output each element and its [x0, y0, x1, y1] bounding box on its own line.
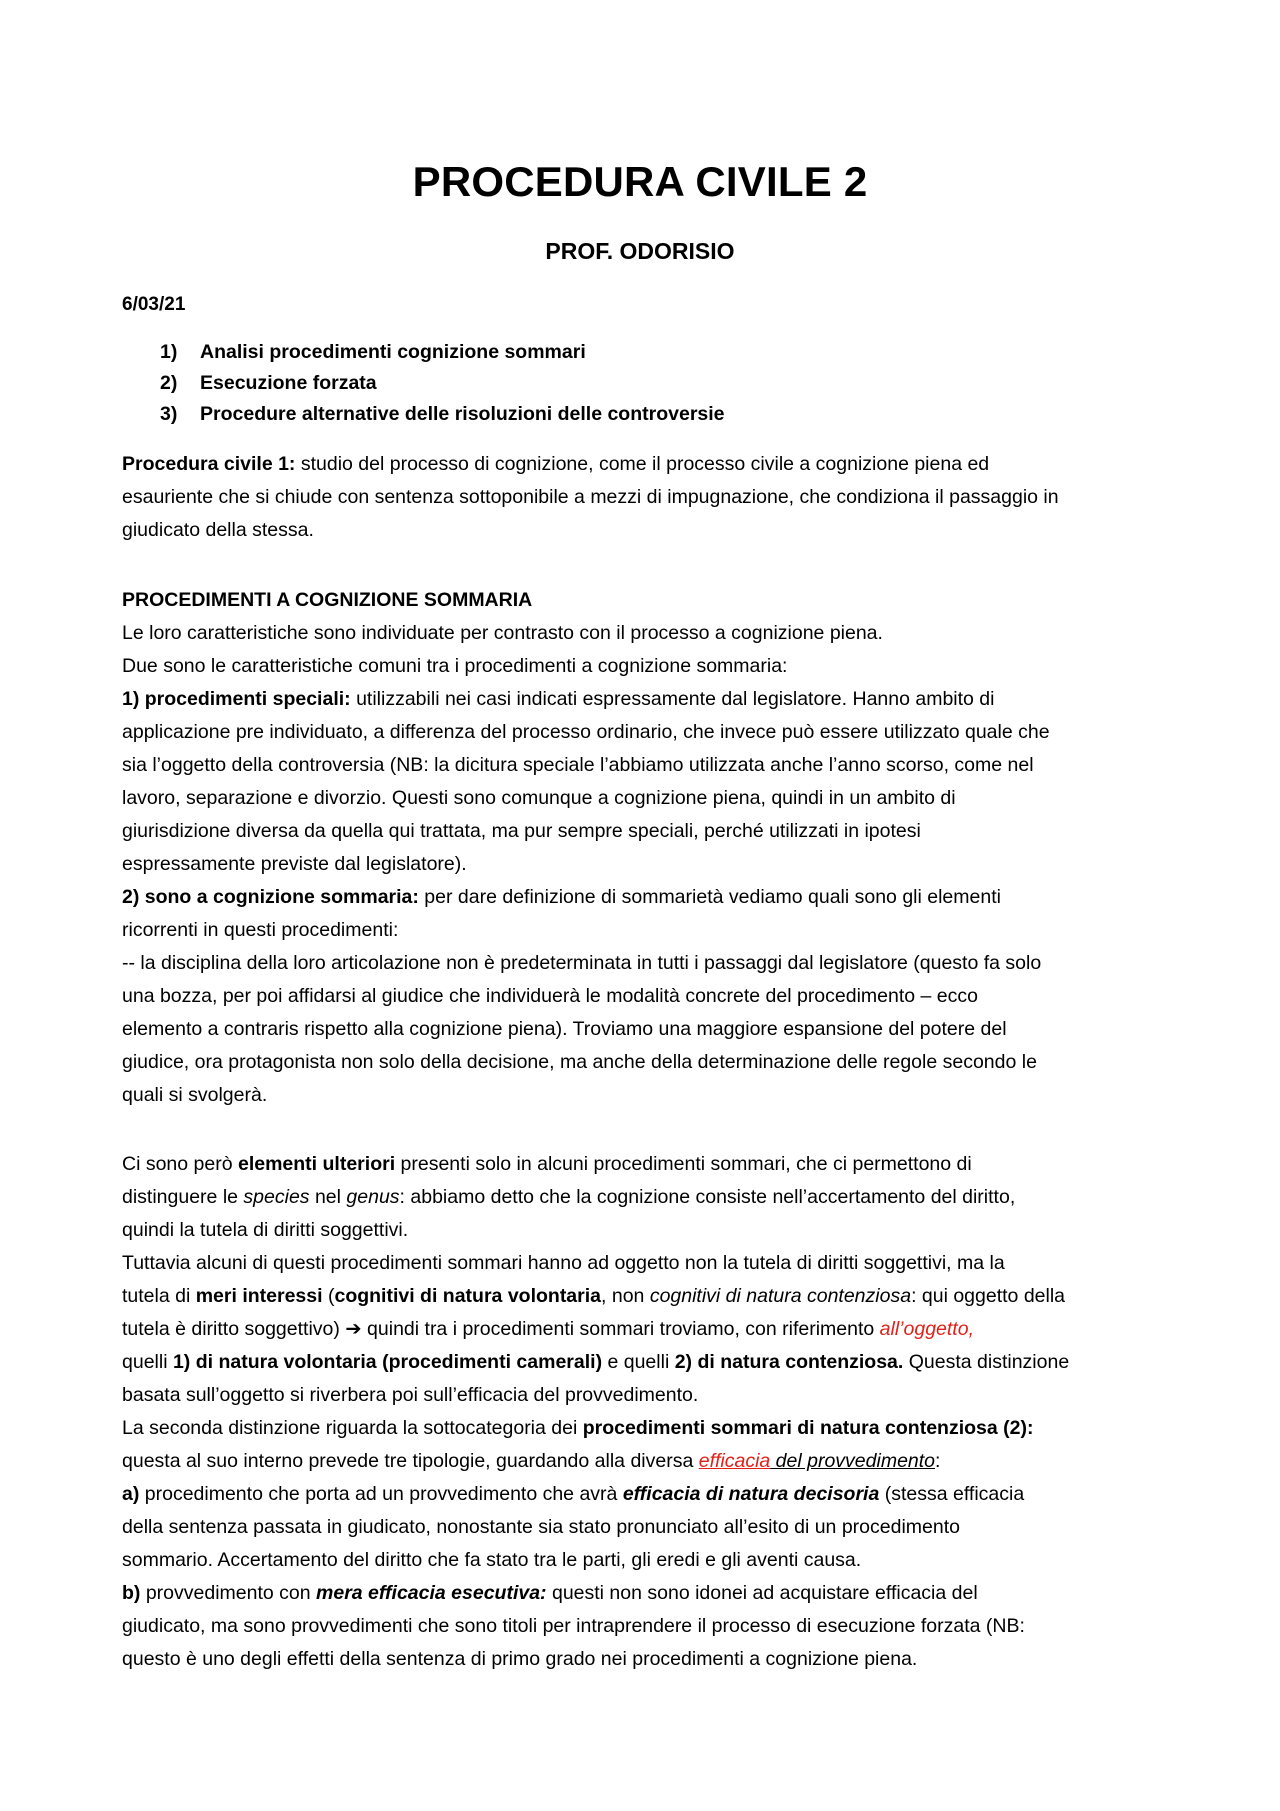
- text-run: quelli: [122, 1351, 173, 1373]
- red-underlined-run: efficacia: [698, 1450, 771, 1472]
- text-run: presenti solo in alcuni procedimenti sommari, che ci permettono di: [395, 1153, 972, 1175]
- text-run: , non: [601, 1285, 650, 1307]
- point-label: a): [122, 1483, 140, 1505]
- text-line: Le loro caratteristiche sono individuate per contrasto con il processo a cognizione piena.: [122, 622, 883, 644]
- bold-run: meri interessi: [195, 1285, 323, 1307]
- text-line: giudice, ora protagonista non solo della decisione, ma anche della determinazione delle regole secondo le: [122, 1051, 1037, 1073]
- text-line: basata sull’oggetto si riverbera poi sull’efficacia del provvedimento.: [122, 1384, 699, 1406]
- point-label: 2) sono a cognizione sommaria:: [122, 886, 419, 908]
- text-line: giudicato della stessa.: [122, 519, 314, 541]
- text-line: applicazione pre individuato, a differenza del processo ordinario, che invece può essere utilizzato quale che: [122, 721, 1050, 743]
- bold-italic-run: efficacia di natura decisoria: [622, 1483, 880, 1505]
- list-number: 1): [160, 341, 178, 363]
- text-run: nel: [309, 1186, 347, 1208]
- text-line: esauriente che si chiude con sentenza sottoponibile a mezzi di impugnazione, che condiziona il passaggio in: [122, 486, 1059, 508]
- red-italic-run: all’oggetto,: [879, 1318, 974, 1340]
- bold-run: 2) di natura contenziosa.: [674, 1351, 904, 1373]
- italic-run: species: [243, 1186, 310, 1208]
- intro-label: Procedura civile 1:: [122, 453, 296, 475]
- text-line: quindi la tutela di diritti soggettivi.: [122, 1219, 409, 1241]
- list-text: Procedure alternative delle risoluzioni delle controversie: [200, 403, 725, 425]
- bold-run: elementi ulteriori: [237, 1153, 396, 1175]
- bold-italic-run: mera efficacia esecutiva:: [316, 1582, 547, 1604]
- text-run: (stessa efficacia: [879, 1483, 1025, 1505]
- bold-run: 1) di natura volontaria (procedimenti camerali): [172, 1351, 603, 1373]
- text-run: provvedimento con: [140, 1582, 317, 1604]
- text-run: tutela è diritto soggettivo): [122, 1318, 346, 1340]
- text-run: studio del processo di cognizione, come il processo civile a cognizione piena ed: [295, 453, 990, 475]
- text-run: Questa distinzione: [903, 1351, 1070, 1373]
- document-subtitle: PROF. ODORISIO: [545, 238, 735, 264]
- text-line: elemento a contraris rispetto alla cognizione piena). Troviamo una maggiore espansione del potere del: [122, 1018, 1007, 1040]
- list-number: 3): [160, 403, 178, 425]
- text-line: -- la disciplina della loro articolazione non è predeterminata in tutti i passaggi dal legislatore (questo fa solo: [122, 952, 1042, 974]
- text-line: quali si svolgerà.: [122, 1084, 268, 1106]
- text-run: e quelli: [602, 1351, 675, 1373]
- section-elementi-ulteriori: [122, 1148, 1172, 1676]
- text-line: Due sono le caratteristiche comuni tra i procedimenti a cognizione sommaria:: [122, 655, 788, 677]
- text-line: lavoro, separazione e divorzio. Questi sono comunque a cognizione piena, quindi in un ambito di: [122, 787, 956, 809]
- text-line: questo è uno degli effetti della sentenza di primo grado nei procedimenti a cognizione piena.: [122, 1648, 918, 1670]
- underlined-run: del provvedimento: [770, 1450, 936, 1472]
- text-line: una bozza, per poi affidarsi al giudice che individuerà le modalità concrete del procedimento – ecco: [122, 985, 978, 1007]
- text-line: espressamente previste dal legislatore).: [122, 853, 467, 875]
- bold-run: cognitivi di natura volontaria: [334, 1285, 602, 1307]
- text-line: giurisdizione diversa da quella qui trattata, ma pur sempre speciali, perché utilizzati in ipotesi: [122, 820, 921, 842]
- italic-run: cognitivi di natura contenziosa: [649, 1285, 912, 1307]
- topics-list: [160, 337, 725, 430]
- point-label: 1) procedimenti speciali:: [122, 688, 351, 710]
- list-text: Analisi procedimenti cognizione sommari: [200, 341, 586, 363]
- text-run: (: [322, 1285, 335, 1307]
- text-run: quindi tra i procedimenti sommari troviamo, con riferimento: [361, 1318, 880, 1340]
- text-run: : abbiamo detto che la cognizione consiste nell’accertamento del diritto,: [399, 1186, 1016, 1208]
- list-item: [160, 368, 725, 399]
- list-text: Esecuzione forzata: [200, 372, 377, 394]
- bold-run: procedimenti sommari di natura contenziosa (2):: [582, 1417, 1034, 1439]
- list-item: [160, 337, 725, 368]
- text-run: questi non sono idonei ad acquistare efficacia del: [546, 1582, 978, 1604]
- point-label: b): [122, 1582, 141, 1604]
- intro-paragraph: [122, 448, 1172, 547]
- lecture-date: 6/03/21: [122, 294, 186, 315]
- text-run: :: [935, 1450, 941, 1472]
- text-run: tutela di: [122, 1285, 196, 1307]
- list-number: 2): [160, 372, 178, 394]
- text-run: questa al suo interno prevede tre tipologie, guardando alla diversa: [122, 1450, 699, 1472]
- text-line: sommario. Accertamento del diritto che fa stato tra le parti, gli eredi e gli aventi causa.: [122, 1549, 862, 1571]
- text-run: distinguere le: [122, 1186, 244, 1208]
- section-heading: PROCEDIMENTI A COGNIZIONE SOMMARIA: [122, 589, 533, 611]
- text-run: procedimento che porta ad un provvedimento che avrà: [139, 1483, 623, 1505]
- list-item: [160, 399, 725, 430]
- text-line: ricorrenti in questi procedimenti:: [122, 919, 399, 941]
- section-cognizione-sommaria: [122, 584, 1172, 1112]
- text-run: : qui oggetto della: [911, 1285, 1066, 1307]
- text-line: sia l’oggetto della controversia (NB: la dicitura speciale l’abbiamo utilizzata anche l’anno scorso, come nel: [122, 754, 1034, 776]
- text-run: per dare definizione di sommarietà vediamo quali sono gli elementi: [418, 886, 1001, 908]
- text-line: della sentenza passata in giudicato, nonostante sia stato pronunciato all’esito di un procedimento: [122, 1516, 960, 1538]
- text-line: giudicato, ma sono provvedimenti che sono titoli per intraprendere il processo di esecuzione forzata (NB:: [122, 1615, 1025, 1637]
- text-run: utilizzabili nei casi indicati espressamente dal legislatore. Hanno ambito di: [350, 688, 995, 710]
- italic-run: genus: [346, 1186, 400, 1208]
- text-line: Tuttavia alcuni di questi procedimenti sommari hanno ad oggetto non la tutela di diritti soggettivi, ma la: [122, 1252, 1005, 1274]
- text-run: Ci sono però: [122, 1153, 238, 1175]
- document-title: PROCEDURA CIVILE 2: [412, 158, 868, 205]
- text-run: La seconda distinzione riguarda la sottocategoria dei: [122, 1417, 583, 1439]
- arrow-icon: ➔: [345, 1318, 362, 1340]
